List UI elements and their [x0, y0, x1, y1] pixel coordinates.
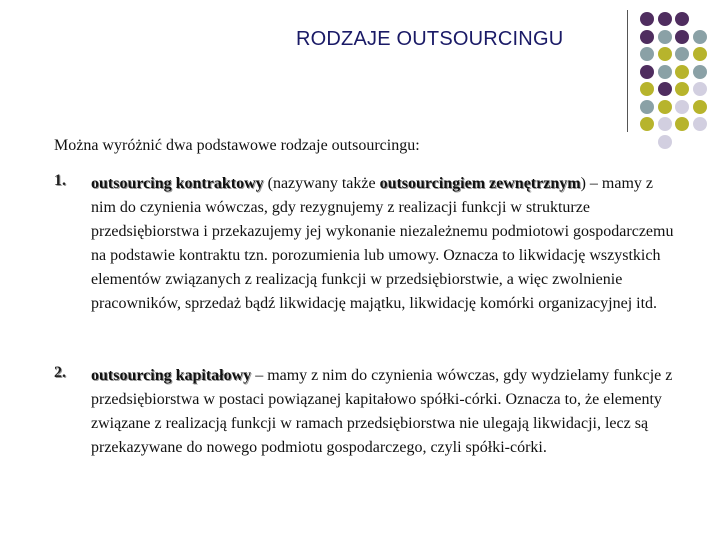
decor-dot-icon [640, 47, 654, 61]
list-item-1 [54, 172, 684, 316]
decor-dot-icon [640, 12, 654, 26]
text-2a: – mamy z nim do czynienia wówczas, gdy wydzielamy funkcje z przedsiębiorstwa w postaci powiązanej kapitałowo spółki-córki. Oznacza to, że elementy związane z realizacją funkcji w ramach przedsiębiorstwa nie ulegają likwidacji, lecz są przekazywane do nowego podmiotu gospodarczego, czyli spółki-córki. [91, 367, 673, 456]
decor-dot-icon [640, 30, 654, 44]
intro-text: Można wyróżnić dwa podstawowe rodzaje outsourcingu: [54, 137, 420, 154]
decor-dot-icon [658, 47, 672, 61]
decor-dot-icon [658, 82, 672, 96]
decor-dot-icon [693, 47, 707, 61]
decor-dot-icon [693, 117, 707, 131]
list-body-1 [91, 172, 681, 316]
decor-dot-icon [693, 100, 707, 114]
decor-dot-icon [640, 100, 654, 114]
decor-dot-icon [675, 65, 689, 79]
list-item-2 [54, 364, 684, 460]
decor-dot-icon [640, 117, 654, 131]
decor-dot-icon [658, 100, 672, 114]
text-1b: ) – mamy z nim do czynienia wówczas, gdy rezygnujemy z realizacji funkcji w strukturze przedsiębiorstwa i przekazujemy jej wykonanie niezależnemu podmiotowi gospodarczemu na podstawie kontraktu tzn. porozumienia lub umowy. Oznacza to likwidację wszystkich elementów związanych z realizacją funkcji w przedsiębiorstwie, a więc zwolnienie pracowników, sprzedaż bądź likwidację majątku, likwidację komórki organizacyjnej itd. [91, 175, 674, 312]
list-body-2 [91, 364, 681, 460]
decor-dot-icon [675, 100, 689, 114]
decor-dot-icon [658, 30, 672, 44]
decor-dot-icon [693, 82, 707, 96]
decor-dot-icon [675, 30, 689, 44]
list-number-2: 2. [54, 364, 66, 381]
decor-dot-icon [693, 30, 707, 44]
term-zewnetrzny: outsourcingiem zewnętrznym [379, 175, 581, 192]
term-kontraktowy: outsourcing kontraktowy [91, 175, 264, 192]
slide-title: RODZAJE OUTSOURCINGU [296, 28, 564, 50]
list-number-1: 1. [54, 172, 66, 189]
decor-dot-icon [658, 12, 672, 26]
decor-dot-icon [693, 65, 707, 79]
decor-dot-icon [658, 65, 672, 79]
term-kapitalowy: outsourcing kapitałowy [91, 367, 252, 384]
decor-dot-icon [675, 82, 689, 96]
text-1a: (nazywany także [263, 175, 380, 192]
decor-dot-icon [640, 82, 654, 96]
decor-dot-icon [675, 12, 689, 26]
decor-dot-icon [640, 65, 654, 79]
decor-dot-icon [658, 117, 672, 131]
decor-dot-icon [675, 47, 689, 61]
decor-dot-icon [675, 117, 689, 131]
